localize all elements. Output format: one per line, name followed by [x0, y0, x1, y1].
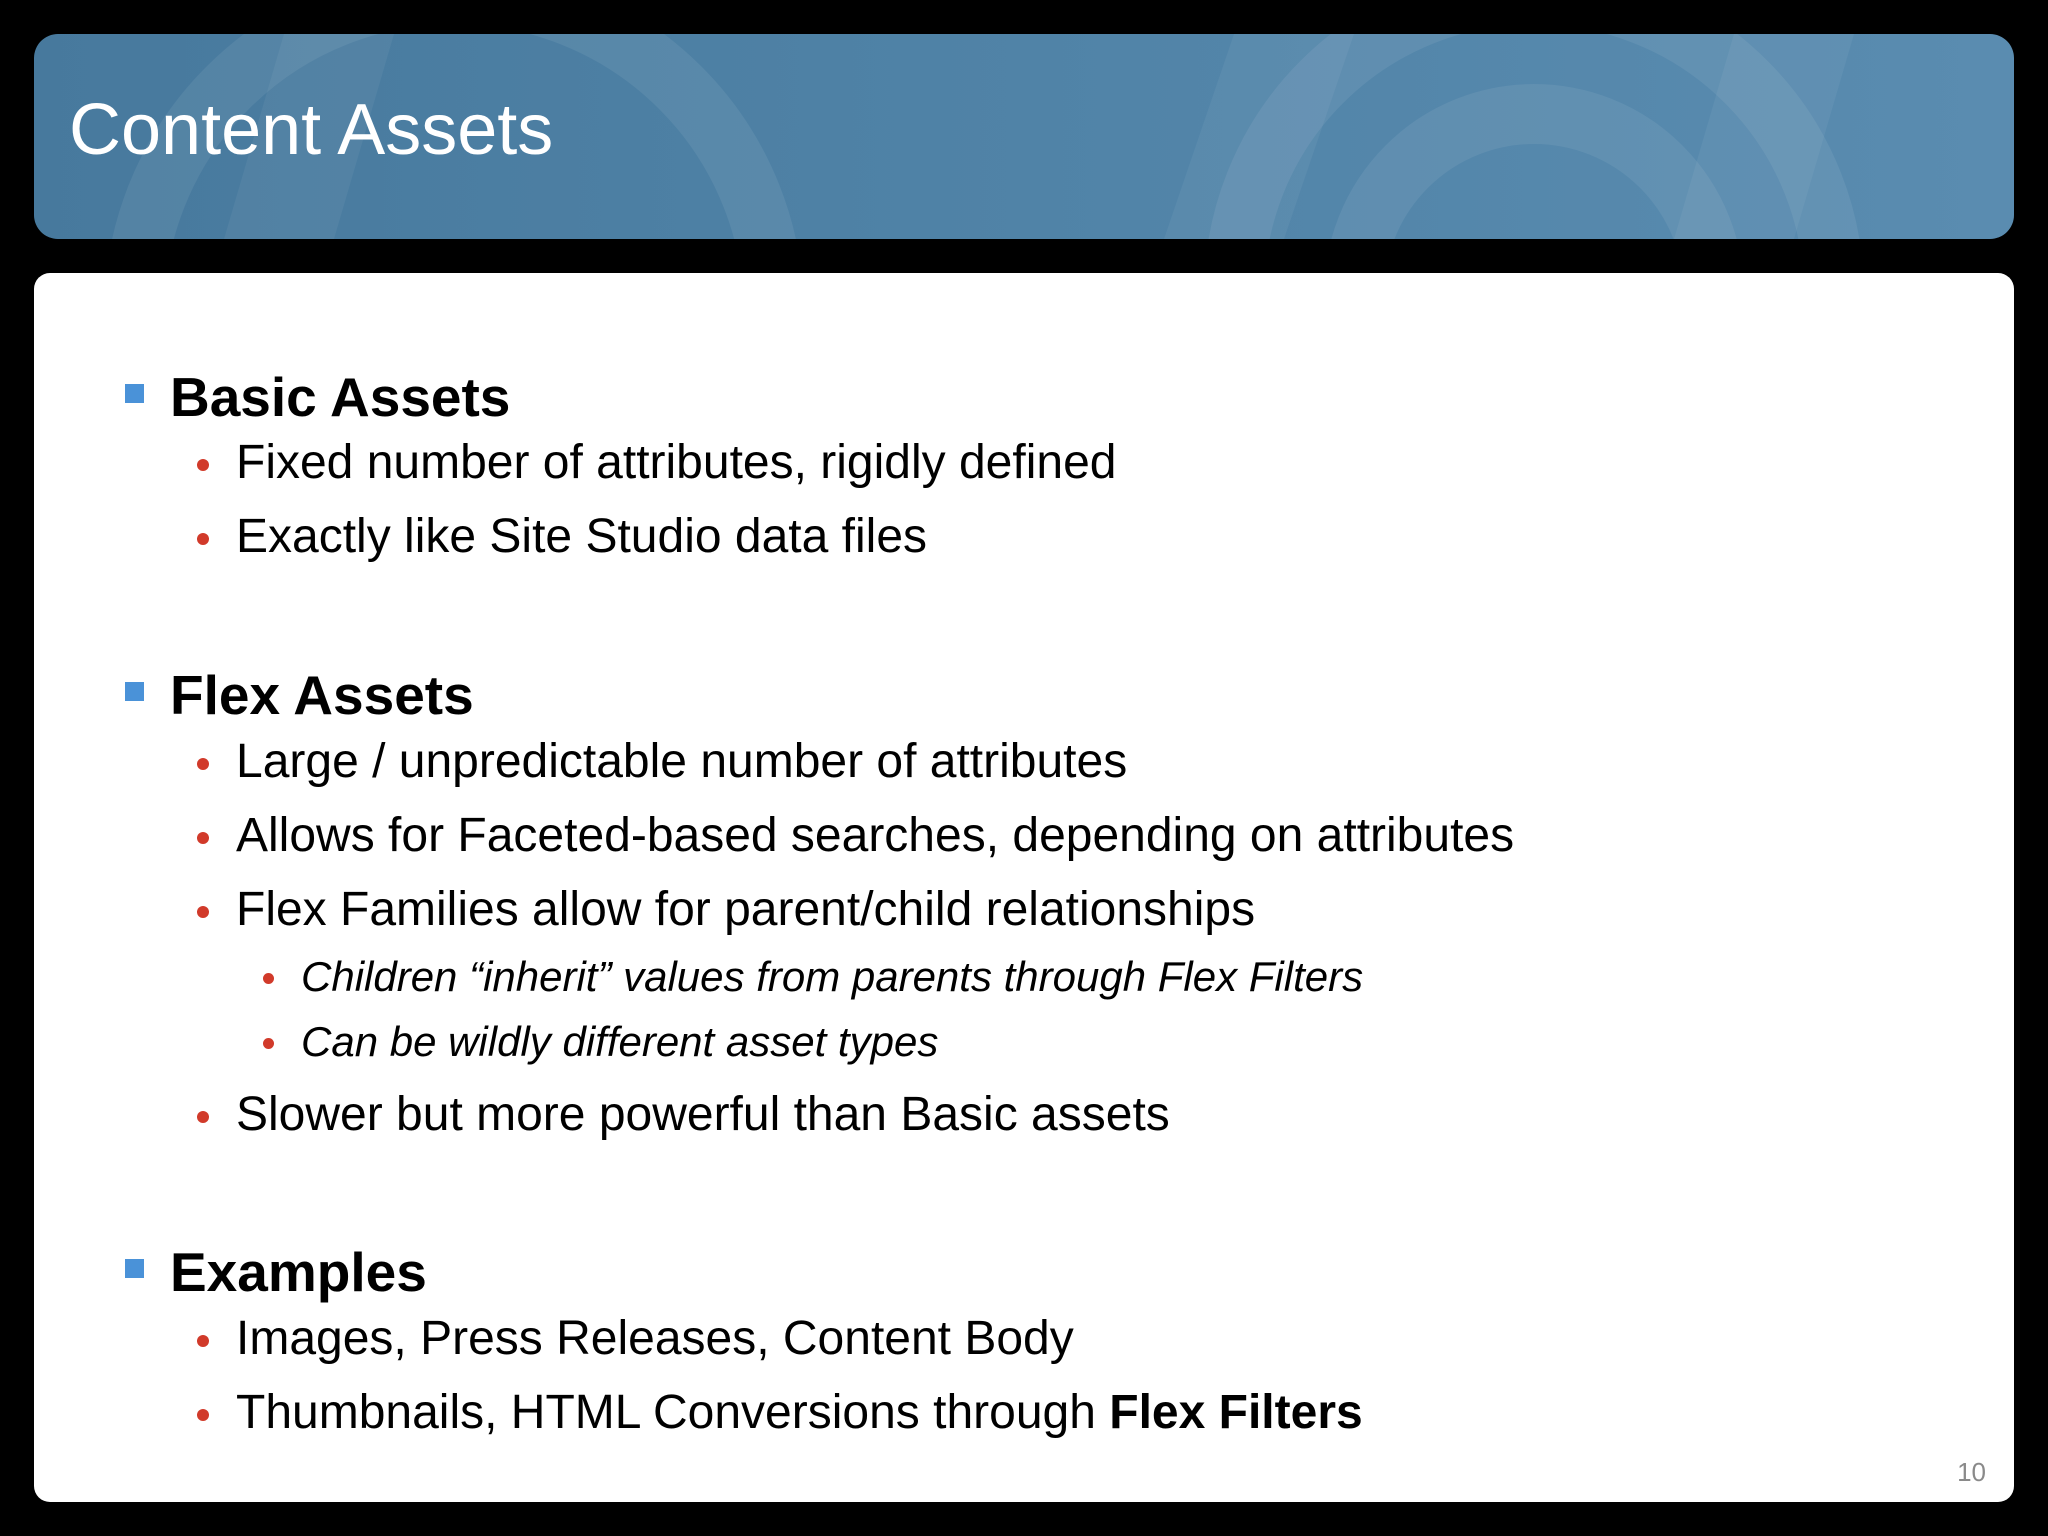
dot-bullet-icon: [197, 533, 209, 545]
dot-bullet-icon: [197, 459, 209, 471]
list-item-text: Allows for Faceted-based searches, depending on attributes: [236, 809, 1515, 862]
slide-number: 10: [1957, 1457, 1986, 1487]
list-item-text: Flex Families allow for parent/child relationships: [236, 883, 1256, 936]
list-item: [236, 1088, 1170, 1141]
dot-bullet-icon: [197, 758, 209, 770]
list-item: [236, 1386, 1363, 1439]
list-item: [236, 436, 1117, 489]
square-bullet-icon: [125, 384, 144, 403]
list-item: [236, 510, 928, 563]
sub-list-item-text: Can be wildly different asset types: [301, 1018, 939, 1065]
list-item-text: Exactly like Site Studio data files: [236, 510, 928, 563]
list-item: [236, 883, 1256, 936]
list-item-text: Thumbnails, HTML Conversions through: [236, 1386, 1110, 1439]
dot-bullet-icon: [263, 1038, 274, 1049]
list-item-text: Fixed number of attributes, rigidly defined: [236, 436, 1117, 489]
list-item-bold-text: Flex Filters: [1109, 1386, 1363, 1439]
bullet-examples: [170, 1241, 427, 1303]
sub-list-item: [301, 953, 1364, 1000]
square-bullet-icon: [125, 1259, 144, 1278]
list-item-text: Slower but more powerful than Basic assets: [236, 1088, 1170, 1141]
title-banner: [34, 34, 2014, 239]
list-item-text: Images, Press Releases, Content Body: [236, 1312, 1074, 1365]
list-item-text: Large / unpredictable number of attributes: [236, 735, 1128, 788]
bullet-heading: Examples: [170, 1241, 427, 1303]
dot-bullet-icon: [197, 1111, 209, 1123]
bullet-heading: Basic Assets: [170, 366, 511, 428]
dot-bullet-icon: [197, 832, 209, 844]
dot-bullet-icon: [197, 1409, 209, 1421]
list-item: [236, 809, 1515, 862]
dot-bullet-icon: [197, 906, 209, 918]
slide-title: Content Assets: [69, 90, 554, 170]
bullet-basic-assets: [170, 366, 511, 428]
list-item: [236, 1312, 1074, 1365]
list-item: [236, 735, 1128, 788]
dot-bullet-icon: [197, 1335, 209, 1347]
bullet-heading: Flex Assets: [170, 664, 474, 726]
sub-list-item: [301, 1018, 939, 1065]
bullet-flex-assets: [170, 664, 474, 726]
content-panel: [34, 273, 2014, 1502]
sub-list-item-text: Children “inherit” values from parents through Flex Filters: [301, 953, 1364, 1000]
square-bullet-icon: [125, 682, 144, 701]
dot-bullet-icon: [263, 973, 274, 984]
